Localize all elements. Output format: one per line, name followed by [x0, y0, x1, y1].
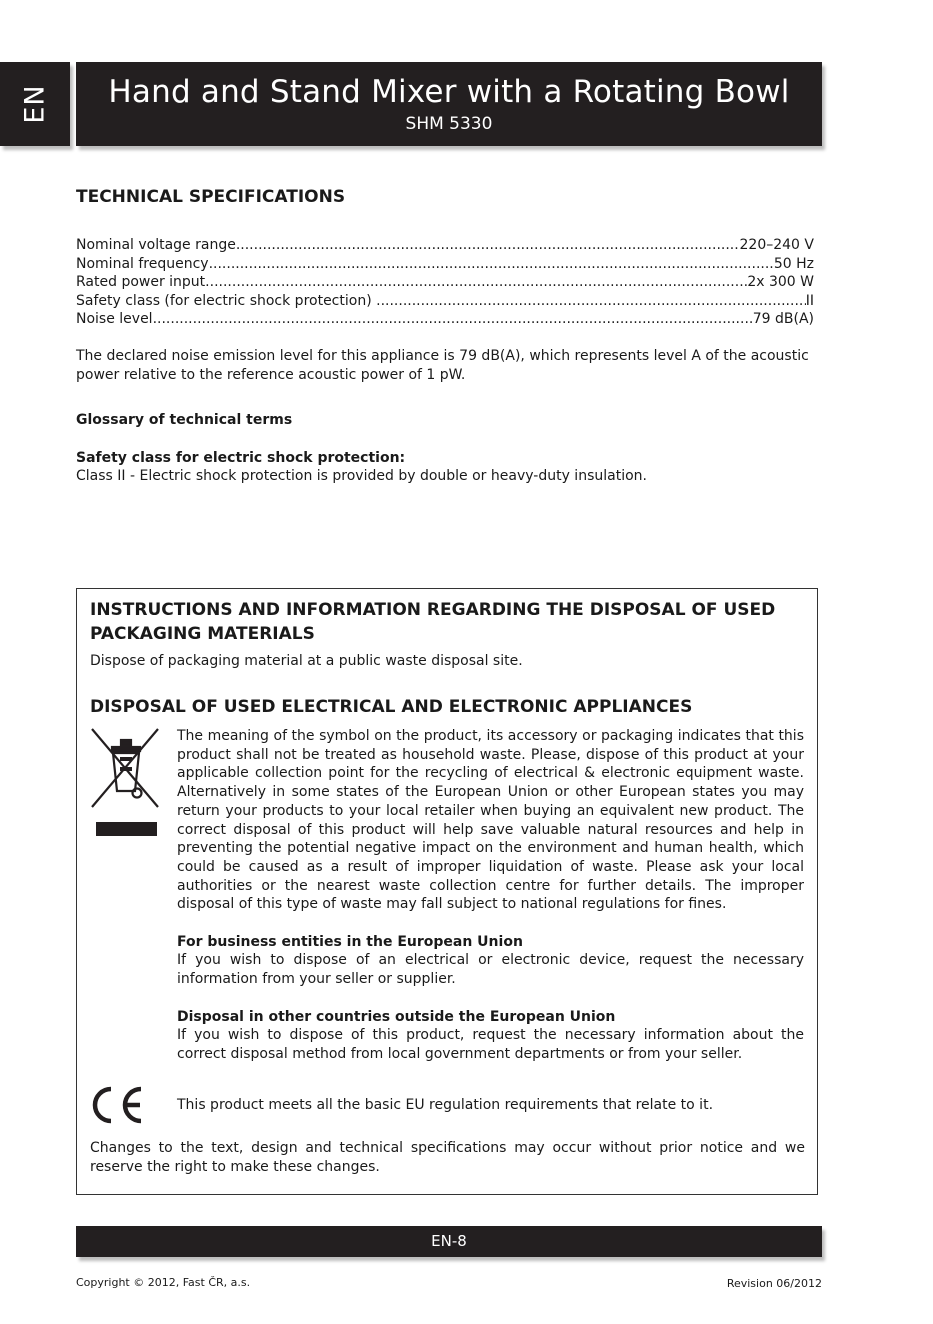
ce-mark-icon: [89, 1085, 145, 1125]
tech-spec-heading: TECHNICAL SPECIFICATIONS: [76, 187, 346, 207]
changes-notice: Changes to the text, design and technical specifications may occur without prior notice and we reserve the right to make these changes.: [90, 1140, 805, 1175]
spec-label: Nominal voltage range: [76, 237, 236, 253]
safety-class-heading: Safety class for electric shock protection:: [76, 450, 406, 466]
packaging-text: Dispose of packaging material at a public waste disposal site.: [90, 653, 523, 669]
spec-value: 79 dB(A): [752, 311, 814, 328]
other-countries-text: If you wish to dispose of this product, request the necessary information about the correct disposal method from local government departments or from your seller.: [177, 1027, 804, 1062]
spec-value: 50 Hz: [773, 255, 814, 272]
packaging-heading: INSTRUCTIONS AND INFORMATION REGARDING THE DISPOSAL OF USED PACKAGING MATERIALS: [90, 600, 776, 644]
spec-row: [76, 236, 814, 255]
business-text: If you wish to dispose of an electrical or electronic device, request the necessary information from your seller or supplier.: [177, 952, 804, 988]
language-label: EN: [19, 84, 51, 124]
page-title: Hand and Stand Mixer with a Rotating Bowl: [108, 74, 790, 110]
spec-row: [76, 292, 814, 311]
page-number: EN-8: [431, 1232, 467, 1250]
spec-label: Safety class (for electric shock protection): [76, 292, 377, 309]
spec-label: Rated power input: [76, 274, 206, 291]
weee-text: The meaning of the symbol on the product, its accessory or packaging indicates that this product shall not be treated as household waste. Please, dispose of this product at your applicable collection point for the recycling of electrical & electronic equipment waste. Alternatively in some states of the European Union or other European states you may return your products to your local retailer when buying an equivalent new product. The correct disposal of this product will help save valuable natural resources and help in preventing the potential negative impact on the environment and human health, which could be caused as a result of improper liquidation of waste. Please ask your local authorities or the nearest waste collection centre for further details. The improper disposal of this type of waste may fall subject to national regulations for fines.: [177, 728, 804, 913]
business-heading: For business entities in the European Union: [177, 933, 523, 950]
spec-label: Noise level: [76, 311, 153, 328]
spec-row: [76, 255, 814, 274]
spec-label: Nominal frequency: [76, 255, 209, 272]
spec-value: II: [805, 292, 814, 309]
ce-text: This product meets all the basic EU regulation requirements that relate to it.: [177, 1097, 714, 1113]
weee-heading: DISPOSAL OF USED ELECTRICAL AND ELECTRONIC APPLIANCES: [90, 697, 693, 717]
copyright: Copyright © 2012, Fast ČR, a.s.: [76, 1276, 251, 1289]
language-tab: [0, 62, 70, 146]
weee-text-block: [177, 727, 804, 1082]
disposal-box: [76, 588, 818, 1195]
other-countries-heading: Disposal in other countries outside the European Union: [177, 1008, 616, 1025]
safety-class-text: Class II - Electric shock protection is provided by double or heavy-duty insulation.: [76, 468, 647, 484]
glossary-heading: Glossary of technical terms: [76, 412, 293, 428]
revision: Revision 06/2012: [726, 1277, 822, 1290]
model-number: SHM 5330: [405, 114, 493, 134]
page-number-bar: [76, 1226, 822, 1257]
spec-value: 2x 300 W: [747, 274, 814, 291]
noise-note: The declared noise emission level for this appliance is 79 dB(A), which represents level A of the acoustic power relative to the reference acoustic power of 1 pW.: [76, 348, 809, 383]
crossed-out-bin-icon: [90, 727, 160, 809]
weee-bar: [96, 822, 157, 836]
page-header: [76, 62, 822, 146]
spec-list: [76, 236, 814, 329]
spec-row: [76, 273, 814, 292]
spec-value: 220–240 V: [739, 237, 814, 253]
spec-row: [76, 310, 814, 329]
